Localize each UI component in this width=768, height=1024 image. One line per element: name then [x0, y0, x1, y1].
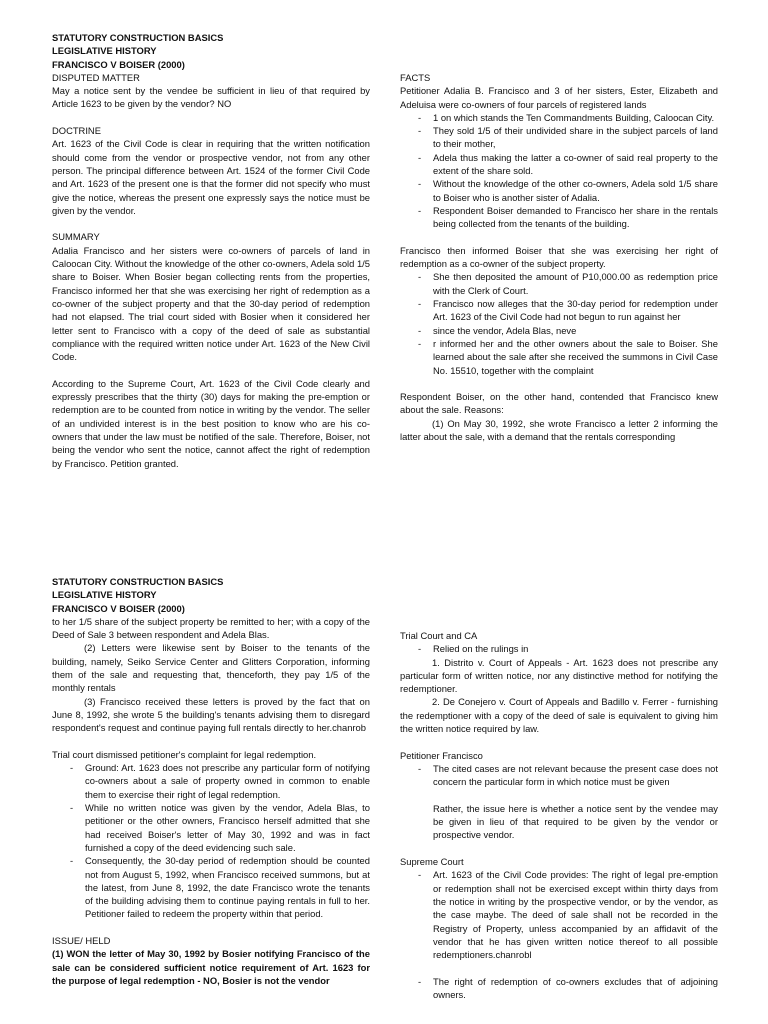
trial-court-text: Trial court dismissed petitioner's complaint for legal redemption.	[52, 748, 317, 760]
reason-text: (2) Letters were likewise sent by Boiser to the tenants of the building, namely, Seiko Service Center and Glitters Corporation, informing them of the sale and requesting that, thenceforth, they pay 1/5 of the monthly rentals	[52, 642, 370, 694]
doctrine-heading: DOCTRINE	[52, 125, 101, 137]
issue-text: (1) WON the letter of May 30, 1992 by Bosier notifying Francisco of the sale can be considered sufficient notice requirement of Art. 1623 for the purpose of legal redemption - NO, Bosier is not the vendor	[52, 948, 370, 986]
tcca-list	[400, 642, 718, 655]
list-item: - She then deposited the amount of P10,000.00 as redemption price with the Clerk of Court.	[418, 270, 718, 297]
francisco-text: Francisco then informed Boiser that she was exercising her right of redemption as a co-owner of the subject property.	[400, 244, 718, 270]
facts-list	[400, 111, 718, 231]
list-item: - 1 on which stands the Ten Commandments Building, Caloocan City.	[418, 111, 718, 124]
list-item: - They sold 1/5 of their undivided share in the subject parcels of land to their mother,	[418, 124, 718, 151]
list-item: - Consequently, the 30-day period of redemption should be counted not from August 5, 1992, when Francisco received summons, but at the latest, from June 8, 1992, the date Francisco wrote the tenants of the building advising them to continue paying rentals in full to her. Petitioner failed to redeem the property within that period.	[70, 854, 370, 920]
list-item: - Francisco now alleges that the 30-day period for redemption under Art. 1623 of the Civil Code had not begun to run against her	[418, 297, 718, 324]
list-item: - Relied on the rulings in	[418, 642, 718, 655]
summary-text: Adalia Francisco and her sisters were co-owners of parcels of land in Caloocan City. Without the knowledge of the other co-owners, Adela sold 1/5 share to Boiser. When Bosier began collecting rents from the properties, Francisco informed her that she was exercising her right of redemption as a co-owner of the subject property and that the 30-day period of redemption had not elapsed. The trial court sided with Bosier when it considered her letter sent to Francisco with a copy of the deed of sale as substantial compliance with the required written notice under Art. 1623 of the New Civil Code.	[52, 244, 370, 363]
page2-left-column	[52, 575, 370, 987]
list-item: - Ground: Art. 1623 does not prescribe any particular form of notifying co-owners about a sale of property owned in common to enable them to exercise their right of legal redemption.	[70, 761, 370, 801]
respondent-reason: (1) On May 30, 1992, she wrote Francisco a letter 2 informing the latter about the sale, with a demand that the rentals corresponding	[400, 417, 718, 443]
ruling-text: 1. Distrito v. Court of Appeals - Art. 1623 does not prescribe any particular form of written notice, nor any distinctive method for notifying the redemptioner.	[400, 656, 718, 695]
list-item: - The right of redemption of co-owners excludes that of adjoining owners.	[418, 975, 718, 1002]
disputed-heading: DISPUTED MATTER	[52, 71, 140, 83]
continuation-text: to her 1/5 share of the subject property be remitted to her; with a copy of the Deed of Sale 3 between respondent and Adela Blas.	[52, 615, 370, 641]
list-item: - Art. 1623 of the Civil Code provides: The right of legal pre-emption or redemption shall not be exercised except within thirty days from the notice in writing by the prospective vendor, or by the vendor, as the case maybe. The deed of sale shall not be recorded in the Registry of Property, unless accompanied by an affidavit of the vendor that he has given written notice thereof to all possible redemptioners.chanrobl	[418, 868, 718, 961]
supreme-court-summary: According to the Supreme Court, Art. 1623 of the Civil Code clearly and expressly prescribes that the thirty (30) days for making the pre-emption or redemption are to be counted from notice in writing by the vendor. The seller of an undivided interest is in the best position to know who are his co-owners that under the law must be notified of the sale. Therefore, Boiser, not being the vendor who sent the notice, cannot affect the right of redemption by Francisco. Petition granted.	[52, 377, 370, 469]
header-line: FRANCISCO V BOISER (2000)	[52, 58, 185, 70]
page1-left-column	[52, 31, 370, 470]
page2-right-column	[400, 629, 718, 1001]
francisco-list	[400, 270, 718, 376]
header-line: STATUTORY CONSTRUCTION BASICS	[52, 576, 224, 587]
issue-heading: ISSUE/ HELD	[52, 935, 111, 947]
facts-text: Petitioner Adalia B. Francisco and 3 of her sisters, Ester, Elizabeth and Adeluisa were co-owners of four parcels of registered lands	[400, 85, 718, 110]
facts-heading: FACTS	[400, 72, 431, 83]
header-line: LEGISLATIVE HISTORY	[52, 45, 157, 57]
trial-list	[52, 761, 370, 921]
petitioner-heading: Petitioner Francisco	[400, 749, 483, 761]
header-line: FRANCISCO V BOISER (2000)	[52, 602, 185, 614]
supreme-court-list	[400, 975, 718, 1002]
summary-heading: SUMMARY	[52, 231, 100, 243]
list-item: - Without the knowledge of the other co-owners, Adela sold 1/5 share to Boiser who is another sister of Adalia.	[418, 177, 718, 204]
list-item: - The cited cases are not relevant because the present case does not concern the particular form in which notice must be given	[418, 762, 718, 789]
list-item: - While no written notice was given by the vendor, Adela Blas, to petitioner or the other owners, Francisco herself admitted that she had received Boiser's letter of May 30, 1992 and was in fact furnished a copy of the deed evidencing such sale.	[70, 801, 370, 854]
doctrine-text: Art. 1623 of the Civil Code is clear in requiring that the written notification should come from the vendor or prospective vendor, not from any other person. The principal difference between Art. 1524 of the former Civil Code and Art. 1623 of the present one is that the former did not specify who must give the notice, whereas the present one expressly says the notice must be given by the vendor.	[52, 138, 370, 216]
supreme-court-list	[400, 868, 718, 961]
ruling-text: 2. De Conejero v. Court of Appeals and Badillo v. Ferrer - furnishing the redemptioner with a copy of the deed of sale is equivalent to giving him the written notice required by law.	[400, 696, 718, 735]
page1-right-column	[400, 71, 718, 443]
tcca-heading: Trial Court and CA	[400, 630, 478, 641]
list-item: - Respondent Boiser demanded to Francisco her share in the rentals being collected from the tenants of the building.	[418, 204, 718, 231]
list-item: - r informed her and the other owners about the sale to Boiser. She learned about the sale after she received the summons in Civil Case No. 15510, together with the complaint	[418, 337, 718, 377]
petitioner-text: Rather, the issue here is whether a notice sent by the vendee may be given in lieu of that required to be given by the vendor or prospective vendor.	[433, 802, 718, 841]
disputed-text: May a notice sent by the vendee be sufficient in lieu of that required by Article 1623 to be given by the vendor? NO	[52, 85, 370, 110]
supreme-court-heading: Supreme Court	[400, 856, 464, 868]
respondent-text: Respondent Boiser, on the other hand, contended that Francisco knew about the sale. Reasons:	[400, 391, 718, 416]
list-item: - since the vendor, Adela Blas, neve	[418, 324, 718, 337]
petitioner-list	[400, 762, 718, 789]
header-line: STATUTORY CONSTRUCTION BASICS	[52, 32, 224, 43]
list-item: - Adela thus making the latter a co-owner of said real property to the extent of the share sold.	[418, 151, 718, 178]
header-line: LEGISLATIVE HISTORY	[52, 589, 157, 601]
reason-text: (3) Francisco received these letters is proved by the fact that on June 8, 1992, she wrote 5 the building's tenants advising them to disregard respondent's request and continue paying full rentals directly to her.chanrob	[52, 695, 370, 734]
